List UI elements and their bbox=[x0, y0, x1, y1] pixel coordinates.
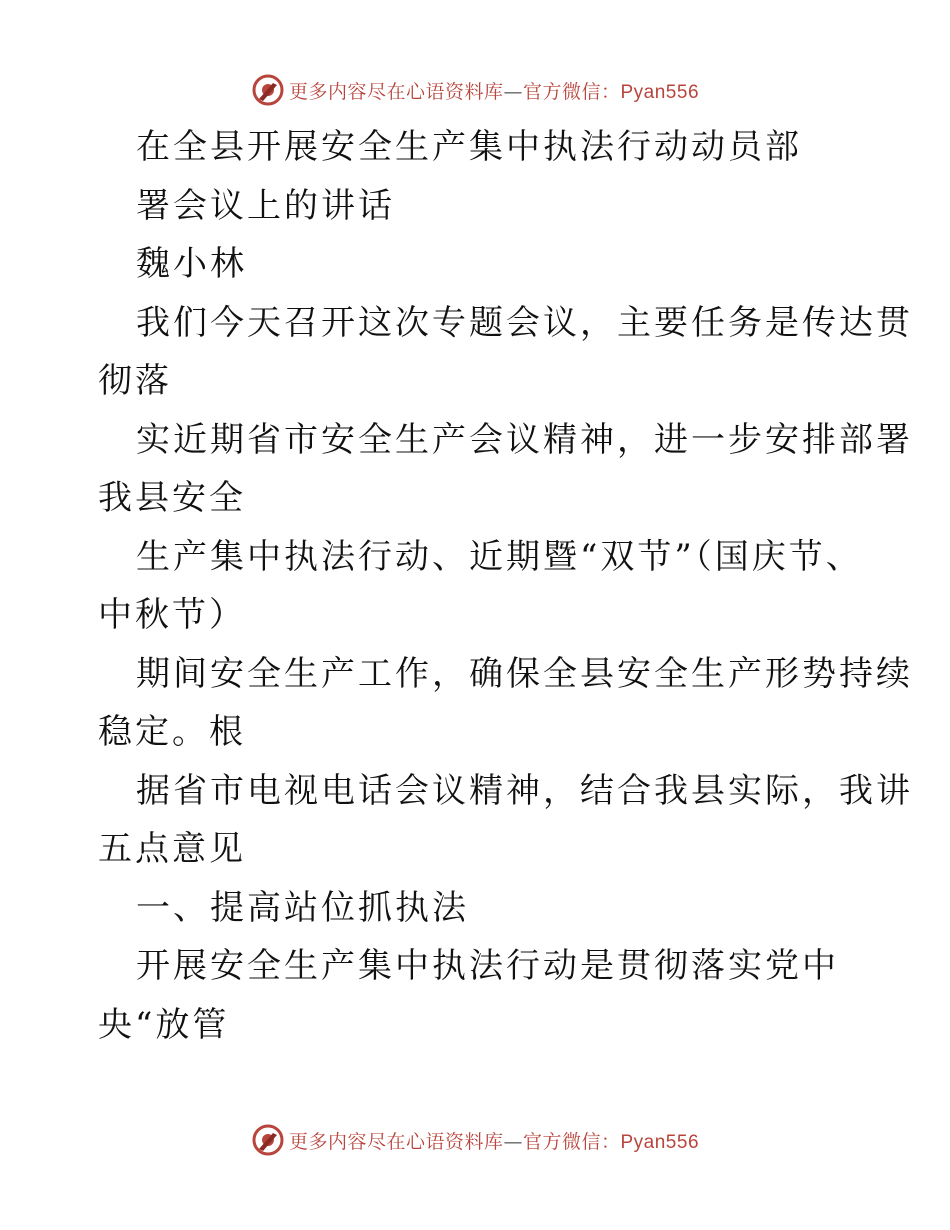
watermark-text: 更多内容尽在心语资料库 bbox=[288, 80, 504, 103]
text-line: 一、提高站位抓执法 bbox=[136, 887, 469, 928]
text-line: 央“放管 bbox=[98, 1004, 230, 1045]
watermark-footer bbox=[0, 1120, 950, 1160]
text-line: 据省市电视电话会议精神，结合我县实际，我讲 bbox=[136, 770, 913, 811]
watermark-separator: — bbox=[503, 80, 523, 103]
watermark-id: Pyan556 bbox=[620, 81, 700, 103]
text-line: 彻落 bbox=[98, 361, 172, 401]
document-body bbox=[98, 118, 913, 1054]
watermark-separator: — bbox=[503, 1130, 523, 1153]
pen-logo-icon bbox=[251, 73, 285, 107]
watermark-text: 更多内容尽在心语资料库 bbox=[288, 1130, 504, 1153]
text-line: 在全县开展安全生产集中执法行动动员部 bbox=[136, 127, 802, 167]
text-line: 五点意见 bbox=[98, 829, 246, 869]
text-line: 署会议上的讲话 bbox=[136, 185, 395, 226]
text-line: 生产集中执法行动、近期暨“双节”（国庆节、 bbox=[136, 536, 863, 577]
watermark-suffix: 官方微信： bbox=[522, 1130, 621, 1153]
text-line: 我们今天召开这次专题会议，主要任务是传达贯 bbox=[136, 302, 913, 343]
watermark-header bbox=[0, 70, 950, 110]
text-line: 开展安全生产集中执法行动是贯彻落实党中 bbox=[136, 946, 839, 986]
watermark-suffix: 官方微信： bbox=[522, 80, 621, 103]
text-line: 我县安全 bbox=[98, 478, 246, 518]
pen-logo-icon bbox=[251, 1123, 285, 1157]
text-line: 中秋节） bbox=[98, 595, 246, 635]
watermark-id: Pyan556 bbox=[620, 1131, 700, 1153]
text-line: 稳定。根 bbox=[98, 712, 246, 752]
text-line: 魏小林 bbox=[136, 244, 247, 284]
text-line: 期间安全生产工作，确保全县安全生产形势持续 bbox=[136, 653, 913, 694]
text-line: 实近期省市安全生产会议精神，进一步安排部署 bbox=[136, 419, 913, 460]
